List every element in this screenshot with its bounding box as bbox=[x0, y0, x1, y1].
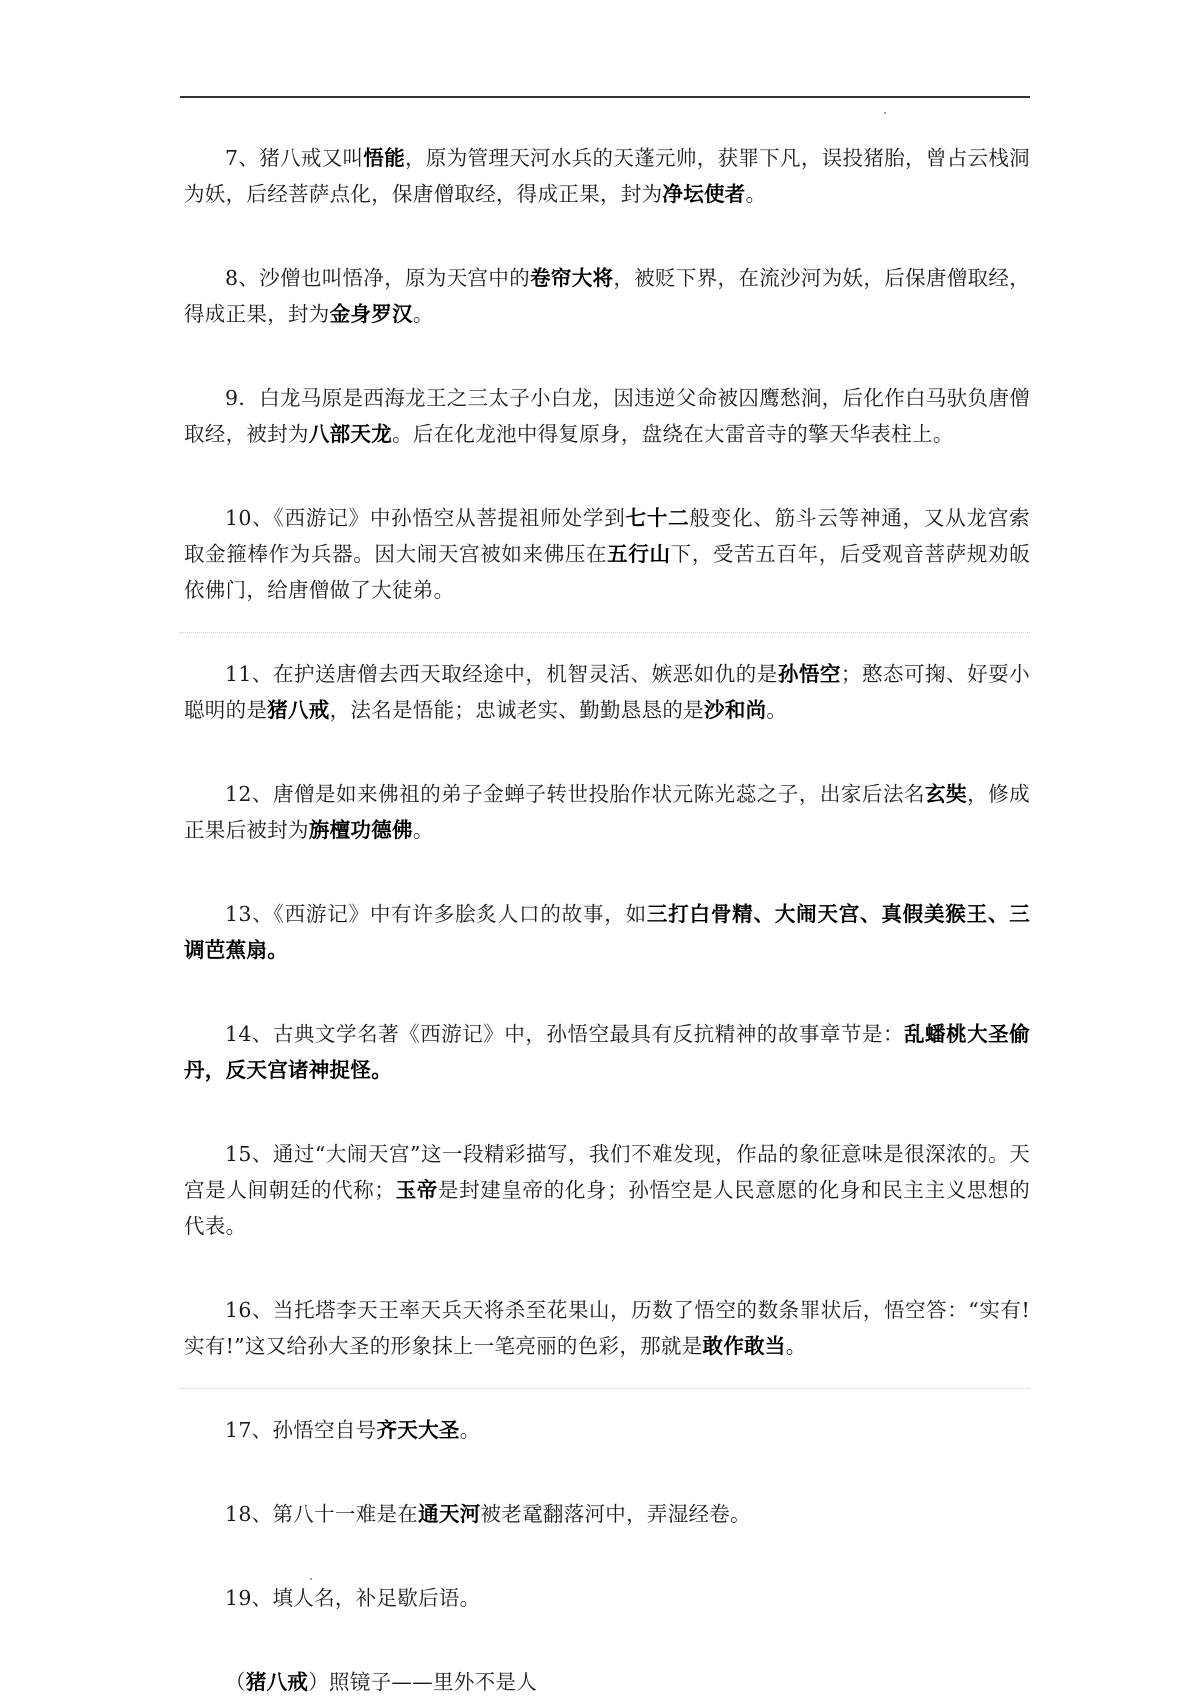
text-segment: ，修成正果后被封为 bbox=[184, 782, 1030, 842]
text-segment: 16、当托塔李天王率天兵天将杀至花果山，历数了悟空的数条罪状后，悟空答：“实有!实有!”这又给孙大圣的形象抹上一笔亮丽的色彩，那就是 bbox=[184, 1298, 1030, 1358]
bold-answer: 七十二 bbox=[625, 506, 690, 530]
document-body bbox=[184, 140, 1030, 1700]
bold-answer: 猪八戒 bbox=[267, 698, 330, 722]
text-segment: 19、填人名，补足歇后语。 bbox=[225, 1586, 481, 1610]
bold-answer: 悟能 bbox=[363, 146, 406, 170]
text-segment: 18、第八十一难是在 bbox=[225, 1502, 419, 1526]
bold-answer: 乱蟠桃大圣偷丹，反天宫诸神捉怪。 bbox=[184, 1022, 1030, 1082]
item-19 bbox=[184, 1580, 1030, 1616]
header-rule bbox=[180, 96, 1030, 98]
bold-answer: 齐天大圣 bbox=[376, 1418, 460, 1442]
text-segment: ，原为管理天河水兵的天蓬元帅，获罪下凡，误投猪胎，曾占云栈洞为妖，后经菩萨点化，保唐僧取经，得成正果，封为 bbox=[184, 146, 1030, 206]
text-segment: 。 bbox=[745, 182, 767, 206]
text-segment: 15、通过“大闹天宫”这一段精彩描写，我们不难发现，作品的象征意味是很深浓的。天宫是人间朝廷的代称； bbox=[184, 1142, 1030, 1202]
text-segment: 。 bbox=[412, 302, 434, 326]
item-18 bbox=[184, 1496, 1030, 1532]
text-segment: 12、唐僧是如来佛祖的弟子金蝉子转世投胎作状元陈光蕊之子，出家后法名 bbox=[225, 782, 926, 806]
bold-answer: 净坛使者 bbox=[662, 182, 746, 206]
bold-answer: 三打白骨精、大闹天宫、真假美猴王、三调芭蕉扇。 bbox=[184, 902, 1030, 962]
text-segment: ）照镜子——里外不是人 bbox=[308, 1670, 538, 1694]
bold-answer: 孙悟空 bbox=[777, 662, 841, 686]
text-segment: 。 bbox=[412, 818, 434, 842]
text-segment: 11、在护送唐僧去西天取经途中，机智灵活、嫉恶如仇的是 bbox=[225, 662, 778, 686]
item-13 bbox=[184, 896, 1030, 968]
bold-answer: 金身罗汉 bbox=[329, 302, 413, 326]
scan-speck bbox=[884, 112, 886, 114]
bold-answer: 五行山 bbox=[607, 542, 671, 566]
item-17 bbox=[184, 1412, 1030, 1448]
bold-answer: 旃檀功德佛 bbox=[308, 818, 413, 842]
text-segment: 8、沙僧也叫悟净，原为天宫中的 bbox=[225, 266, 531, 290]
bold-answer: 敢作敢当 bbox=[702, 1334, 786, 1358]
text-segment: （ bbox=[225, 1670, 246, 1694]
item-14 bbox=[184, 1016, 1030, 1088]
text-segment: 。 bbox=[766, 698, 788, 722]
bold-answer: 卷帘大将 bbox=[530, 266, 614, 290]
text-segment: 13、《西游记》中有许多脍炙人口的故事，如 bbox=[225, 902, 647, 926]
text-segment: ；憨态可掬、好耍小聪明的是 bbox=[184, 662, 1031, 722]
item-10 bbox=[184, 500, 1030, 608]
item-7 bbox=[184, 140, 1030, 212]
text-segment: 10、《西游记》中孙悟空从菩提祖师处学到 bbox=[225, 506, 626, 530]
item-11 bbox=[184, 656, 1030, 728]
text-segment: 9．白龙马原是西海龙王之三太子小白龙，因违逆父命被囚鹰愁涧，后化作白马驮负唐僧取经，被封为 bbox=[184, 386, 1030, 446]
text-segment: 。 bbox=[459, 1418, 481, 1442]
item-16 bbox=[184, 1292, 1030, 1364]
text-segment: ，法名是悟能；忠诚老实、勤勤恳恳的是 bbox=[329, 698, 705, 722]
text-segment: 17、孙悟空自号 bbox=[225, 1418, 377, 1442]
bold-answer: 通天河 bbox=[418, 1502, 481, 1526]
bold-answer: 沙和尚 bbox=[704, 698, 767, 722]
item-20 bbox=[184, 1664, 1030, 1700]
text-segment: 被老鼋翻落河中，弄湿经卷。 bbox=[480, 1502, 751, 1526]
bold-answer: 八部天龙 bbox=[308, 422, 393, 446]
text-segment: 。后在化龙池中得复原身，盘绕在大雷音寺的擎天华表柱上。 bbox=[392, 422, 954, 446]
item-9 bbox=[184, 380, 1030, 452]
text-segment: ，被贬下界，在流沙河为妖，后保唐僧取经，得成正果，封为 bbox=[184, 266, 1031, 326]
text-segment: 7、猪八戒又叫 bbox=[225, 146, 364, 170]
item-12 bbox=[184, 776, 1030, 848]
bold-answer: 玄奘 bbox=[925, 782, 968, 806]
text-segment: 14、古典文学名著《西游记》中，孙悟空最具有反抗精神的故事章节是： bbox=[225, 1022, 905, 1046]
text-segment: 。 bbox=[785, 1334, 807, 1358]
bold-answer: 猪八戒 bbox=[245, 1670, 309, 1694]
item-8 bbox=[184, 260, 1030, 332]
item-15 bbox=[184, 1136, 1030, 1244]
text-segment: 是封建皇帝的化身；孙悟空是人民意愿的化身和民主主义思想的代表。 bbox=[184, 1178, 1031, 1238]
text-segment: 般变化、筋斗云等神通，又从龙宫索取金箍棒作为兵器。因大闹天宫被如来佛压在 bbox=[184, 506, 1030, 566]
bold-answer: 玉帝 bbox=[395, 1178, 438, 1202]
text-segment: 下，受苦五百年，后受观音菩萨规劝皈依佛门，给唐僧做了大徒弟。 bbox=[184, 542, 1030, 602]
